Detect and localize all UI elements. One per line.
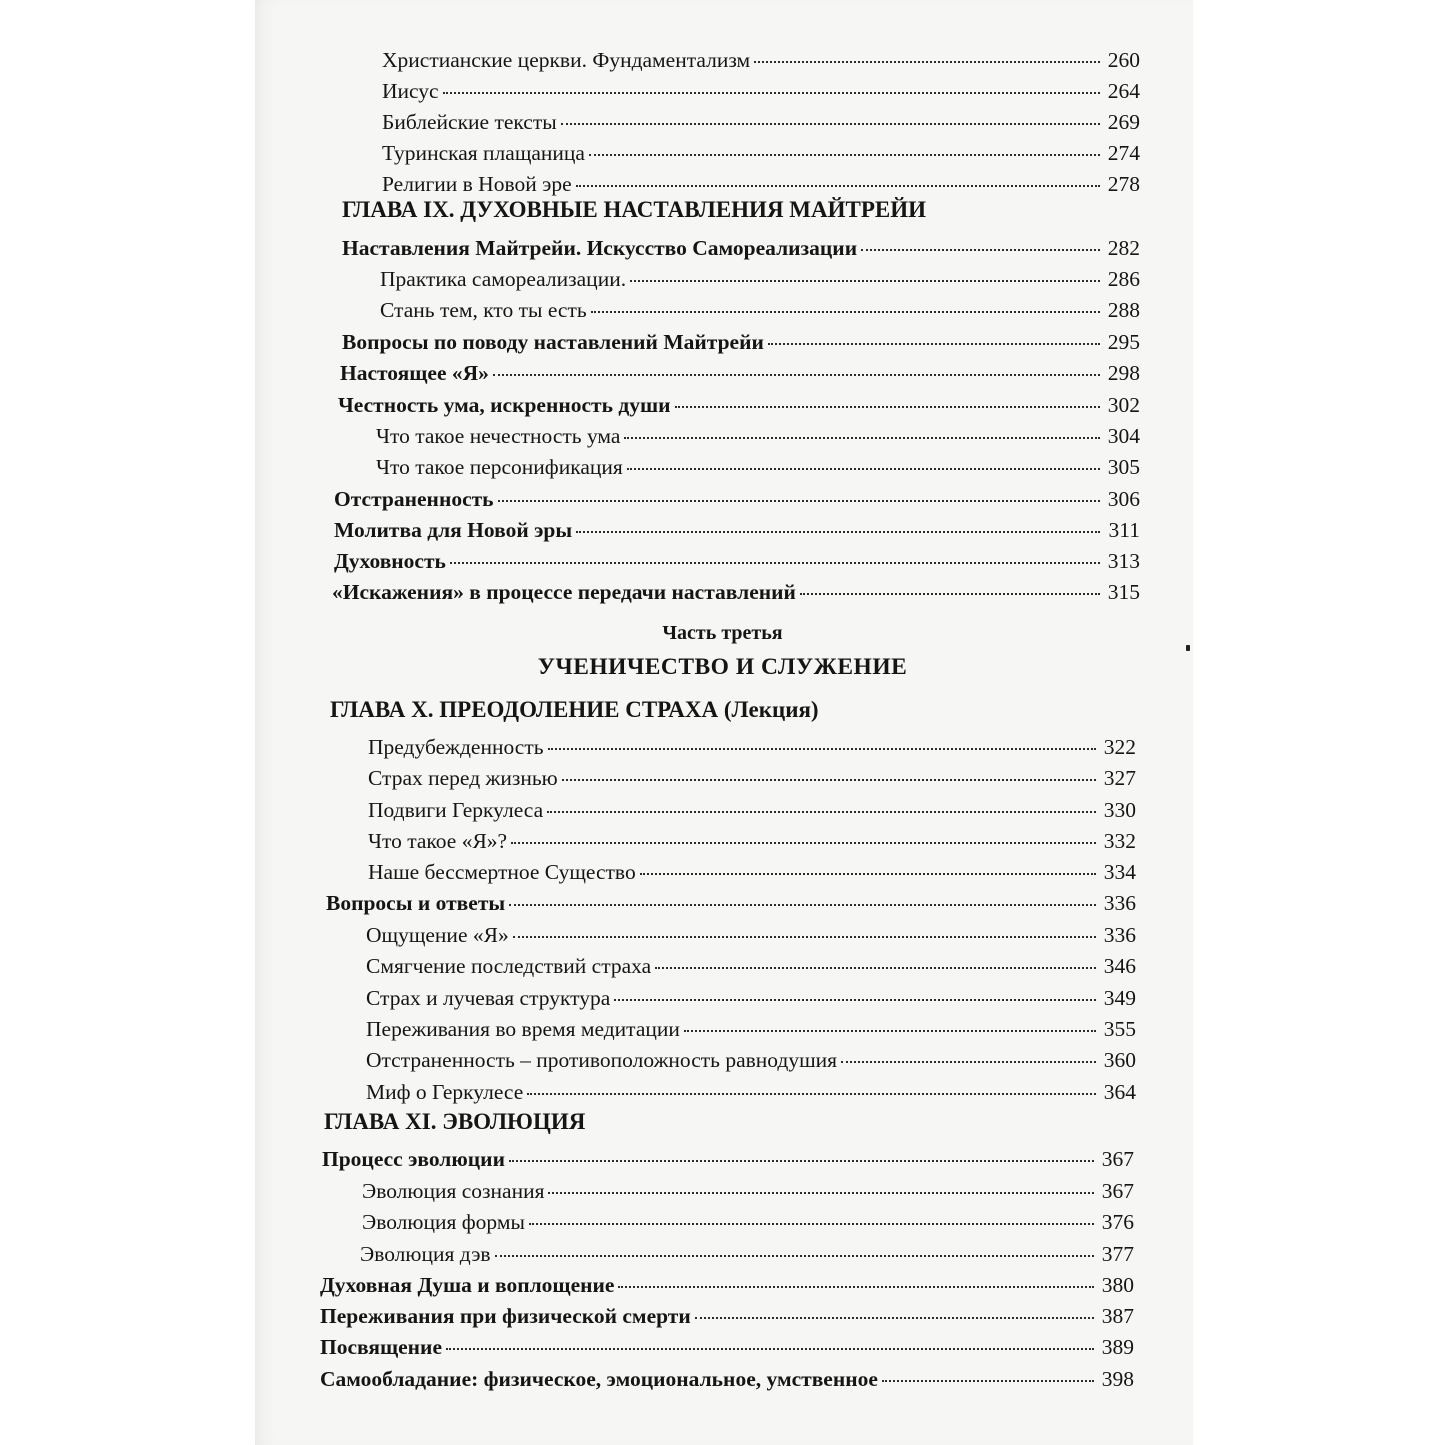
toc-entry: Вопросы по поводу наставлений Майтрейи 295 <box>342 330 1140 354</box>
toc-entry: Что такое «Я»? 332 <box>368 829 1136 853</box>
toc-entry: Процесс эволюции 367 <box>322 1147 1134 1171</box>
toc-entry: Духовная Душа и воплощение 380 <box>320 1273 1134 1297</box>
toc-entry: Страх и лучевая структура 349 <box>366 986 1136 1010</box>
toc-entry: Честность ума, искренность души 302 <box>338 393 1140 417</box>
toc-entry: Наше бессмертное Существо 334 <box>368 860 1136 884</box>
toc-entry: Христианские церкви. Фундаментализм 260 <box>382 48 1140 72</box>
toc-entry: Вопросы и ответы 336 <box>326 891 1136 915</box>
part-label: Часть третья <box>662 622 783 644</box>
toc-entry: Самообладание: физическое, эмоциональное, умственное 398 <box>320 1367 1134 1391</box>
toc-entry: Посвящение 389 <box>320 1335 1134 1359</box>
toc-entry: «Искажения» в процессе передачи наставлений 315 <box>332 580 1140 604</box>
toc-entry: Подвиги Геркулеса 330 <box>368 798 1136 822</box>
toc-entry: Эволюция сознания 367 <box>362 1179 1134 1203</box>
toc-entry: Практика самореализации. 286 <box>380 267 1140 291</box>
chapter-heading: ГЛАВА IX. ДУХОВНЫЕ НАСТАВЛЕНИЯ МАЙТРЕЙИ <box>342 197 927 222</box>
chapter-heading: ГЛАВА XI. ЭВОЛЮЦИЯ <box>324 1109 586 1134</box>
toc-entry: Смягчение последствий страха 346 <box>366 954 1136 978</box>
toc-entry: Ощущение «Я» 336 <box>366 923 1136 947</box>
toc-entry: Духовность 313 <box>334 549 1140 573</box>
toc-entry: Отстраненность 306 <box>334 487 1140 511</box>
toc-entry: Библейские тексты 269 <box>382 110 1140 134</box>
toc-entry: Молитва для Новой эры 311 <box>334 518 1140 542</box>
chapter-heading: ГЛАВА X. ПРЕОДОЛЕНИЕ СТРАХА (Лекция) <box>330 697 819 722</box>
toc-entry: Настоящее «Я» 298 <box>340 361 1140 385</box>
toc-entry: Эволюция дэв 377 <box>360 1242 1134 1266</box>
toc-entry: Страх перед жизнью 327 <box>368 766 1136 790</box>
toc-entry: Что такое персонификация 305 <box>376 455 1140 479</box>
toc-entry: Переживания при физической смерти 387 <box>320 1304 1134 1328</box>
toc-entry: Предубежденность 322 <box>368 735 1136 759</box>
toc-entry: Стань тем, кто ты есть 288 <box>380 298 1140 322</box>
toc-entry: Иисус 264 <box>382 79 1140 103</box>
toc-entry: Отстраненность – противоположность равнодушия 360 <box>366 1048 1136 1072</box>
print-speck <box>1186 645 1190 651</box>
toc-entry: Наставления Майтрейи. Искусство Самореализации 282 <box>342 236 1140 260</box>
toc-entry: Что такое нечестность ума 304 <box>376 424 1140 448</box>
toc-entry: Эволюция формы 376 <box>362 1210 1134 1234</box>
part-title: УЧЕНИЧЕСТВО И СЛУЖЕНИЕ <box>537 654 908 680</box>
toc-entry: Переживания во время медитации 355 <box>366 1017 1136 1041</box>
toc-entry: Религии в Новой эре 278 <box>382 172 1140 196</box>
toc-entry: Туринская плащаница 274 <box>382 141 1140 165</box>
toc-entry: Миф о Геркулесе 364 <box>366 1080 1136 1104</box>
